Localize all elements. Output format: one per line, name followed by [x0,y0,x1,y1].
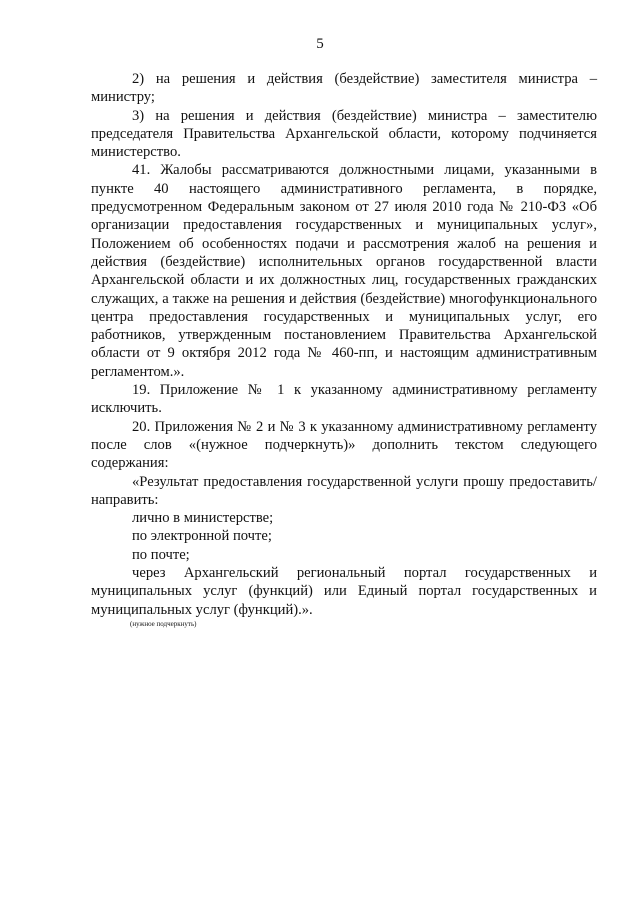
paragraph-item-3: 3) на решения и действия (бездействие) министра – заместителю председателя Правительства Архангельской области, которому подчиняется министерство. [91,107,597,161]
paragraph-20: 20. Приложения № 2 и № 3 к указанному административному регламенту после слов «(нужное подчеркнуть)» дополнить текстом следующего содержания: [91,418,597,472]
underline-note: (нужное подчеркнуть) [130,619,197,628]
option-portal: через Архангельский региональный портал государственных и муниципальных услуг (функций) или Единый портал государственных и муниципальных услуг (функций).». [91,565,597,618]
paragraph-41: 41. Жалобы рассматриваются должностными лицами, указанными в пункте 40 настоящего административного регламента, в порядке, предусмотренном Федеральным законом от 27 июля 2010 года № 210-ФЗ «Об организации предоставления государственных и муниципальных услуг», Положением об особенностях подачи и рассмотрения жалоб на решения и действия (бездействие) исполнительных органов государственной власти Архангельской области и их должностных лиц, государственных гражданских служащих, а также на решения и действия (бездействие) многофункционального центра предоставления государственных и муниципальных услуг, его работников, утвержденным постановлением Правительства Архангельской области от 9 октября 2012 года № 460-пп, и настоящим административным регламентом.». [91,162,597,380]
option-in-person: лично в министерстве; [132,510,274,527]
document-body [91,70,597,629]
option-post: по почте; [132,546,190,563]
option-email: по электронной почте; [132,528,272,545]
page-number: 5 [316,36,324,52]
paragraph-result-request: «Результат предоставления государственной услуги прошу предоставить/направить: [91,473,597,508]
paragraph-item-2: 2) на решения и действия (бездействие) заместителя министра – министру; [91,71,597,106]
paragraph-19: 19. Приложение № 1 к указанному административному регламенту исключить. [91,382,597,417]
